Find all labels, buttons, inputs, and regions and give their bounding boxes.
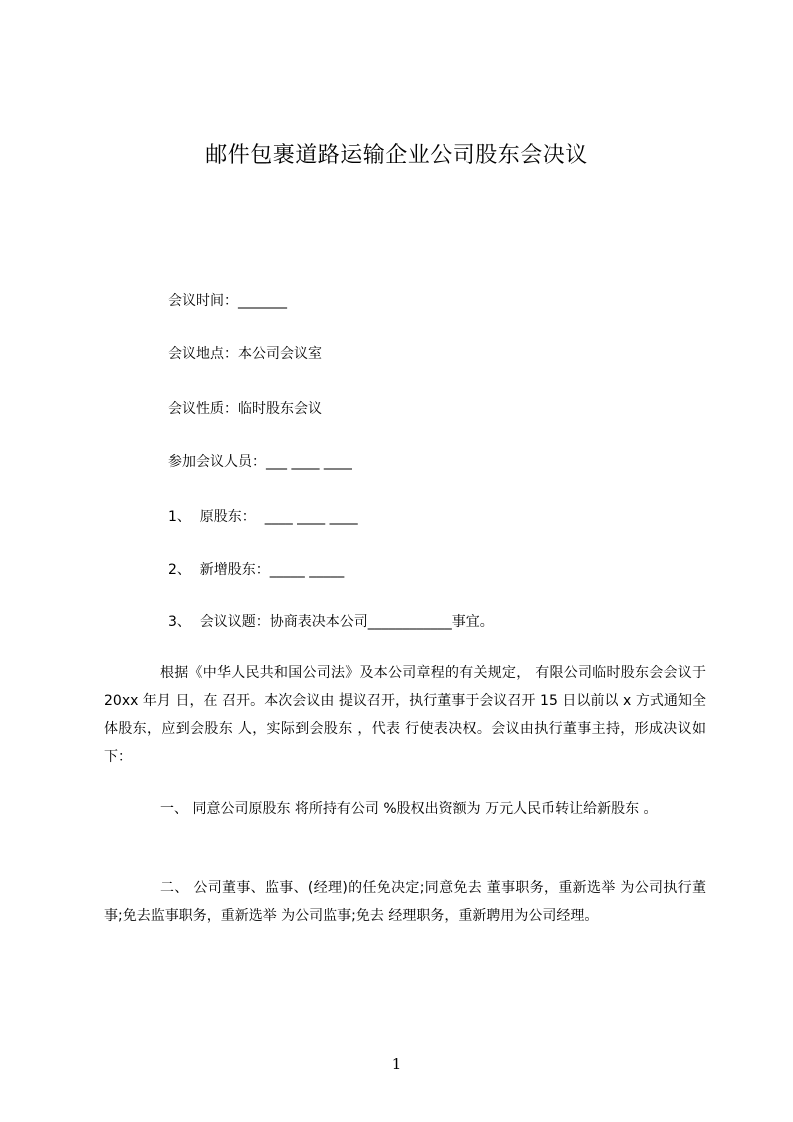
resolution-2: 二、 公司董事、监事、(经理)的任免决定;同意免去 董事职务，重新选举 为公司执行董事;免去监事职务，重新选举 为公司监事;免去 经理职务，重新聘用为公司经理。 (104, 880, 706, 924)
page-number: 1 (391, 1055, 402, 1073)
list-item-original-shareholders: 1、 原股东： ____ ____ ____ (168, 509, 358, 525)
meeting-nature: 会议性质：临时股东会议 (168, 401, 322, 417)
resolution-1: 一、 同意公司原股东 将所持有公司 %股权出资额为 万元人民币转让给新股东 。 (160, 801, 658, 817)
meeting-attendees: 参加会议人员：___ ____ ____ (168, 454, 352, 470)
meeting-time: 会议时间：_______ (168, 293, 287, 309)
meeting-place: 会议地点：本公司会议室 (168, 346, 322, 362)
list-item-meeting-topic: 3、 会议议题：协商表决本公司____________事宜。 (168, 614, 494, 630)
list-item-new-shareholders: 2、 新增股东：_____ _____ (168, 562, 345, 578)
document-title: 邮件包裹道路运输企业公司股东会决议 (205, 143, 588, 168)
intro-paragraph: 根据《中华人民共和国公司法》及本公司章程的有关规定， 有限公司临时股东会会议于 20xx 年月 日，在 召开。本次会议由 提议召开，执行董事于会议召开 15 日以前以 x 方式通知全体股东，应到会股东 人，实际到会股东 ，代表 行使表决权。会议由执行董事主持，形成决议如下： (104, 665, 706, 765)
